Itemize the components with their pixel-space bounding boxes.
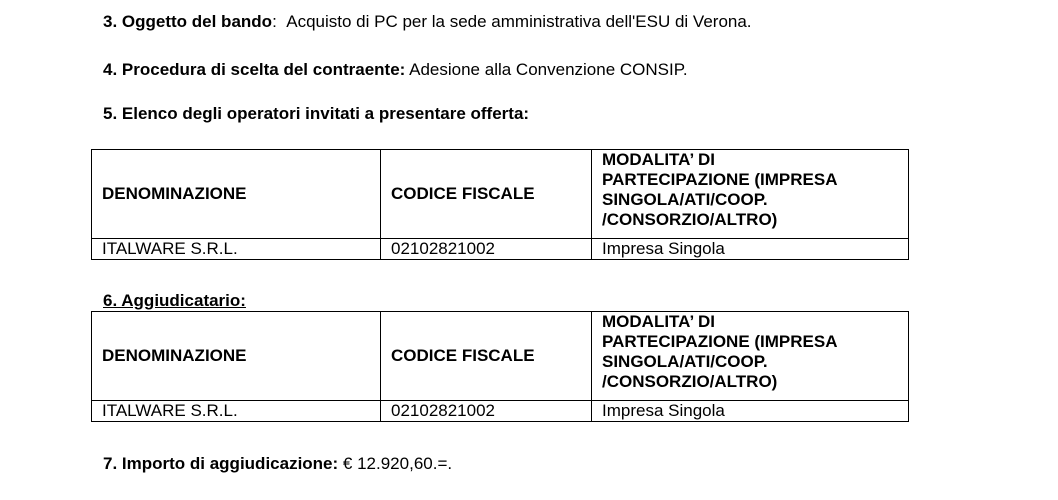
section-4-value: Adesione alla Convenzione CONSIP. <box>409 60 688 79</box>
section-7-value: € 12.920,60.=. <box>342 454 453 473</box>
header-modalita-line-3: SINGOLA/ATI/COOP. <box>602 190 768 209</box>
cell-modalita: Impresa Singola <box>592 401 909 422</box>
section-3-value: Acquisto di PC per la sede amministrativa dell'ESU di Verona. <box>286 12 752 31</box>
header-modalita <box>592 150 909 239</box>
table-header-row <box>92 312 909 401</box>
section-4-label: 4. Procedura di scelta del contraente: <box>103 60 406 79</box>
section-3-line: 3. Oggetto del bando: Acquisto di PC per la sede amministrativa dell'ESU di Verona. <box>103 12 752 31</box>
header-modalita-line-3: SINGOLA/ATI/COOP. <box>602 352 768 371</box>
section-6-line <box>103 291 246 311</box>
header-codice-fiscale: CODICE FISCALE <box>381 312 592 401</box>
section-3-label: 3. Oggetto del bando <box>103 12 273 31</box>
section-7-line <box>103 454 452 474</box>
header-modalita-line-2: PARTECIPAZIONE (IMPRESA <box>602 332 838 351</box>
header-denominazione: DENOMINAZIONE <box>92 312 381 401</box>
header-modalita-line-4: /CONSORZIO/ALTRO) <box>602 372 778 391</box>
cell-modalita: Impresa Singola <box>592 239 909 260</box>
invited-operators-table <box>91 149 909 260</box>
section-6-label: 6. Aggiudicatario: <box>103 291 246 310</box>
header-modalita-line-1: MODALITA’ DI <box>602 150 716 169</box>
header-modalita <box>592 312 909 401</box>
section-4-line <box>103 60 688 80</box>
header-modalita-line-2: PARTECIPAZIONE (IMPRESA <box>602 170 838 189</box>
section-5-label: 5. Elenco degli operatori invitati a presentare offerta: <box>103 104 530 123</box>
section-5-line <box>103 104 529 124</box>
header-codice-fiscale: CODICE FISCALE <box>381 150 592 239</box>
table-header-row <box>92 150 909 239</box>
table-row <box>92 239 909 260</box>
header-modalita-line-1: MODALITA’ DI <box>602 312 716 331</box>
cell-codice-fiscale: 02102821002 <box>381 239 592 260</box>
awarded-table <box>91 311 909 422</box>
header-denominazione: DENOMINAZIONE <box>92 150 381 239</box>
cell-denominazione: ITALWARE S.R.L. <box>92 401 381 422</box>
cell-codice-fiscale: 02102821002 <box>381 401 592 422</box>
table-row <box>92 401 909 422</box>
cell-denominazione: ITALWARE S.R.L. <box>92 239 381 260</box>
section-7-label: 7. Importo di aggiudicazione: <box>103 454 339 473</box>
header-modalita-line-4: /CONSORZIO/ALTRO) <box>602 210 778 229</box>
